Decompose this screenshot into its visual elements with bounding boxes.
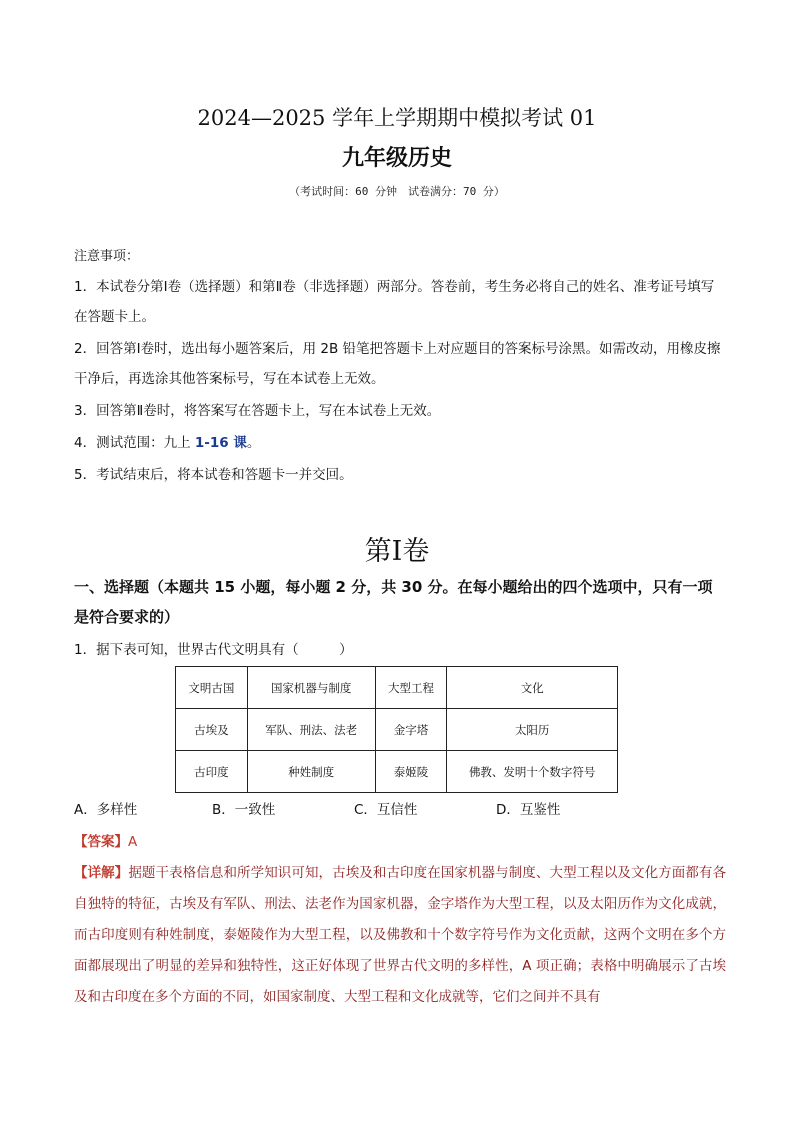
notice-item-5: 5．考试结束后，将本试卷和答题卡一并交回。 (74, 467, 353, 483)
table-cell: 军队、刑法、法老 (247, 709, 375, 751)
notice-item-4-suffix: 。 (246, 435, 261, 451)
notice-item-4-prefix: 4．测试范围：九上 (74, 435, 195, 451)
option-d: D．互鉴性 (496, 802, 561, 818)
detail-tag: 【详解】 (74, 865, 129, 881)
answer-line (74, 830, 137, 854)
test-range: 1-16 课 (194, 435, 247, 451)
notice-item-4 (74, 428, 724, 458)
table-header-cell: 文明古国 (176, 667, 248, 709)
notice-item-1: 1．本试卷分第Ⅰ卷（选择题）和第Ⅱ卷（非选择题）两部分。答卷前，考生务必将自己的姓名、准考证号填写在答题卡上。 (74, 279, 715, 325)
civilization-table (175, 666, 618, 793)
option-c: C．互信性 (354, 802, 418, 818)
table-cell: 金字塔 (375, 709, 447, 751)
table-cell: 佛教、发明十个数字符号 (447, 751, 618, 793)
table-header-cell: 文化 (447, 667, 618, 709)
question-1-stem: 1．据下表可知，世界古代文明具有（ ） (74, 642, 353, 658)
table-row (176, 709, 618, 751)
option-b: B．一致性 (212, 802, 276, 818)
table-row (176, 751, 618, 793)
table-header-cell: 大型工程 (375, 667, 447, 709)
volume-title: 第Ⅰ卷 (364, 536, 430, 567)
notice-heading: 注意事项： (74, 249, 140, 264)
detail-text: 据题干表格信息和所学知识可知，古埃及和古印度在国家机器与制度、大型工程以及文化方面都有各自独特的特征，古埃及有军队、刑法、法老作为国家机器，金字塔作为大型工程，以及太阳历作为文化成就，而古印度则有种姓制度，泰姬陵作为大型工程，以及佛教和十个数字符号作为文化贡献，这两个文明在多个方面都展现出了明显的差异和独特性，这正好体现了世界古代文明的多样性，A 项正确；表格中明确展示了古埃及和古印度在多个方面的不同，如国家制度、大型工程和文化成就等，它们之间并不具有 (74, 865, 727, 1005)
table-cell: 种姓制度 (247, 751, 375, 793)
table-cell: 泰姬陵 (375, 751, 447, 793)
exam-info: （考试时间：60 分钟 试卷满分：70 分） (289, 185, 505, 198)
exam-title: 2024—2025 学年上学期期中模拟考试 01 (197, 106, 597, 130)
notice-item-3: 3．回答第Ⅱ卷时，将答案写在答题卡上，写在本试卷上无效。 (74, 403, 441, 419)
notice-item-2: 2．回答第Ⅰ卷时，选出每小题答案后，用 2B 铅笔把答题卡上对应题目的答案标号涂黑。如需改动，用橡皮擦干净后，再选涂其他答案标号，写在本试卷上无效。 (74, 341, 721, 387)
answer-value: A (128, 834, 138, 850)
exam-subject: 九年级历史 (341, 146, 452, 171)
section-title: 一、选择题（本题共 15 小题，每小题 2 分，共 30 分。在每小题给出的四个选项中，只有一项是符合要求的） (74, 578, 713, 626)
table-cell: 古印度 (176, 751, 248, 793)
table-cell: 太阳历 (447, 709, 618, 751)
table-header-row (176, 667, 618, 709)
option-a: A．多样性 (74, 802, 138, 818)
table-cell: 古埃及 (176, 709, 248, 751)
detail-paragraph (74, 858, 726, 1013)
table-header-cell: 国家机器与制度 (247, 667, 375, 709)
answer-tag: 【答案】 (74, 834, 128, 850)
